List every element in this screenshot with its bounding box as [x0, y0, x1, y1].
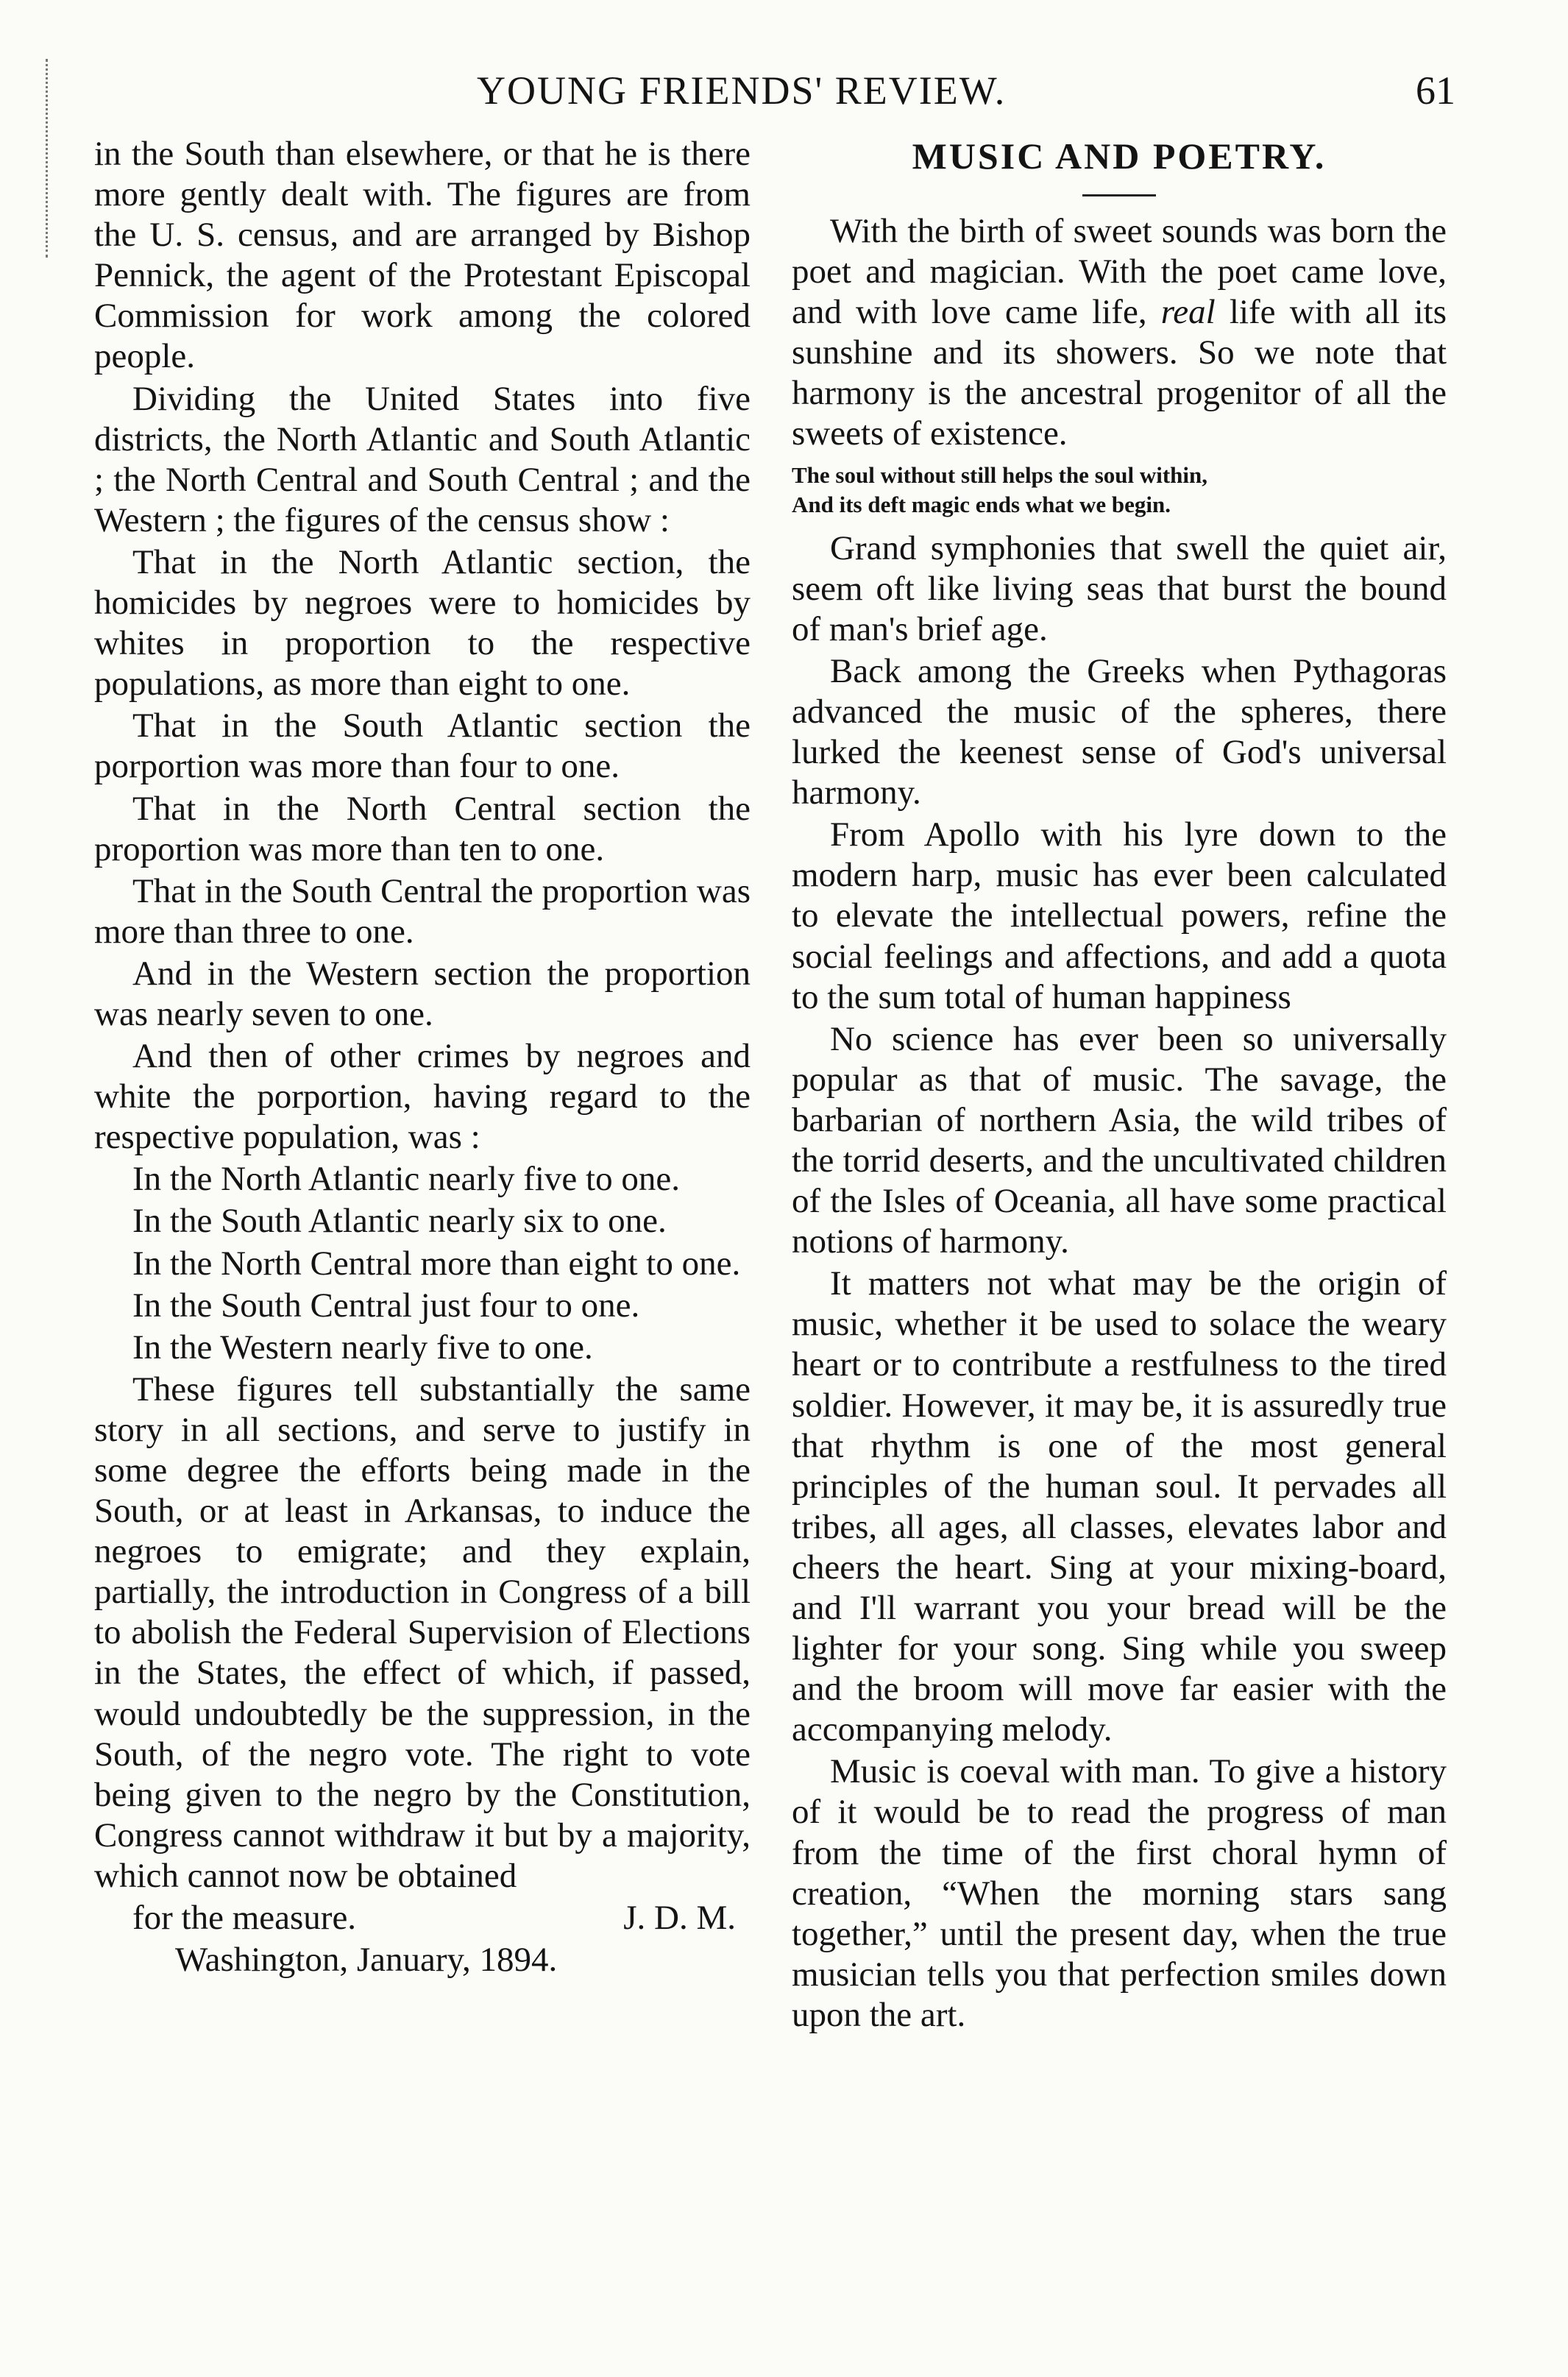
paragraph: In the South Central just four to one.	[132, 1286, 640, 1325]
page-number: 61	[1416, 68, 1455, 113]
binding-edge-marks	[46, 59, 52, 258]
paragraph: That in the South Atlantic section the porportion was more than four to one.	[94, 706, 751, 786]
paragraph: In the Western nearly five to one.	[132, 1328, 593, 1367]
signature-line	[94, 1898, 751, 1938]
paragraph: In the North Atlantic nearly five to one.	[132, 1160, 680, 1199]
paragraph: That in the North Central section the proportion was more than ten to one.	[94, 789, 751, 868]
paragraph: In the North Central more than eight to one.	[132, 1244, 741, 1283]
closing-text: for the measure.	[132, 1899, 357, 1938]
intro-text-end: life with all its sunshine and its showers. So we note that harmony is the ancestral progenitor of all the sweets of existence.	[792, 293, 1447, 453]
paragraph: And in the Western section the proportion was nearly seven to one.	[94, 954, 751, 1033]
right-column	[792, 134, 1447, 2037]
paragraph: Dividing the United States into five districts, the North Atlantic and South Atlantic ; the North Central and South Central ; and the Western ; the figures of the census show :	[94, 379, 751, 539]
paragraph: No science has ever been so universally popular as that of music. The savage, the barbarian of northern Asia, the wild tribes of the torrid deserts, and the uncultivated children of the Isles of Oceania, all have some practical notions of harmony.	[792, 1019, 1447, 1261]
paragraph: These figures tell substantially the same story in all sections, and serve to justify in some degree the efforts being made in the South, or at least in Arkansas, to induce the negroes to emigrate; and they explain, partially, the introduction in Congress of a bill to abolish the Federal Supervision of Elections in the States, the effect of which, if passed, would undoubtedly be the suppression, in the South, of the negro vote. The right to vote being given to the negro by the Constitution, Congress cannot withdraw it but by a majority, which cannot now be obtained	[94, 1370, 751, 1895]
author-initials: J. D. M.	[623, 1899, 736, 1938]
paragraph: Music is coeval with man. To give a history of it would be to read the progress of man from the time of the first choral hymn of creation, “When the morning stars sang together,” until the present day, when the true musician tells you that perfection smiles down upon the art.	[792, 1752, 1447, 2034]
poem-line: The soul without still helps the soul within,	[792, 461, 1208, 488]
paragraph: In the South Atlantic nearly six to one.	[132, 1202, 667, 1241]
paragraph: From Apollo with his lyre down to the modern harp, music has ever been calculated to elevate the intellectual powers, refine the social feelings and affections, and add a quota to the sum total of human happiness	[792, 815, 1447, 1016]
title-divider	[1082, 194, 1156, 196]
paragraph: It matters not what may be the origin of music, whether it be used to solace the weary heart or to contribute a restfulness to the tired soldier. However, it may be, it is assuredly true that rhythm is one of the most general principles of the human soul. It pervades all tribes, all ages, all classes, elevates labor and cheers the heart. Sing at your mixing-board, and I'll warrant you your bread will be the lighter for your song. Sing while you sweep and the broom will move far easier with the accompanying melody.	[792, 1264, 1447, 1749]
article-title: MUSIC AND POETRY.	[912, 135, 1327, 177]
paragraph: Grand symphonies that swell the quiet air, seem oft like living seas that burst the bound of man's brief age.	[792, 528, 1447, 648]
poem-quote	[792, 461, 1447, 520]
left-column	[94, 134, 751, 1982]
paragraph: That in the South Central the proportion was more than three to one.	[94, 871, 751, 951]
continued-paragraph: in the South than elsewhere, or that he is there more gently dealt with. The figures are from the U. S. census, and are arranged by Bishop Pennick, the agent of the Protestant Episcopal Commission for work among the colored people.	[94, 135, 751, 376]
page-header	[94, 68, 1455, 119]
paragraph: That in the North Atlantic section, the homicides by negroes were to homicides by whites in proportion to the respective populations, as more than eight to one.	[94, 542, 751, 704]
intro-text-start: With the birth of sweet sounds was born the poet and magician. With the poet came love, and with love came life,	[792, 212, 1447, 332]
poem-line: And its deft magic ends what we begin.	[792, 491, 1171, 517]
dateline: Washington, January, 1894.	[175, 1941, 558, 1980]
running-title: YOUNG FRIENDS' REVIEW.	[477, 68, 1007, 113]
intro-emphasis: real	[1160, 293, 1216, 332]
paragraph: And then of other crimes by negroes and white the porportion, having regard to the respective population, was :	[94, 1037, 751, 1157]
paragraph: Back among the Greeks when Pythagoras advanced the music of the spheres, there lurked the keenest sense of God's universal harmony.	[792, 651, 1447, 812]
intro-paragraph	[792, 211, 1447, 455]
